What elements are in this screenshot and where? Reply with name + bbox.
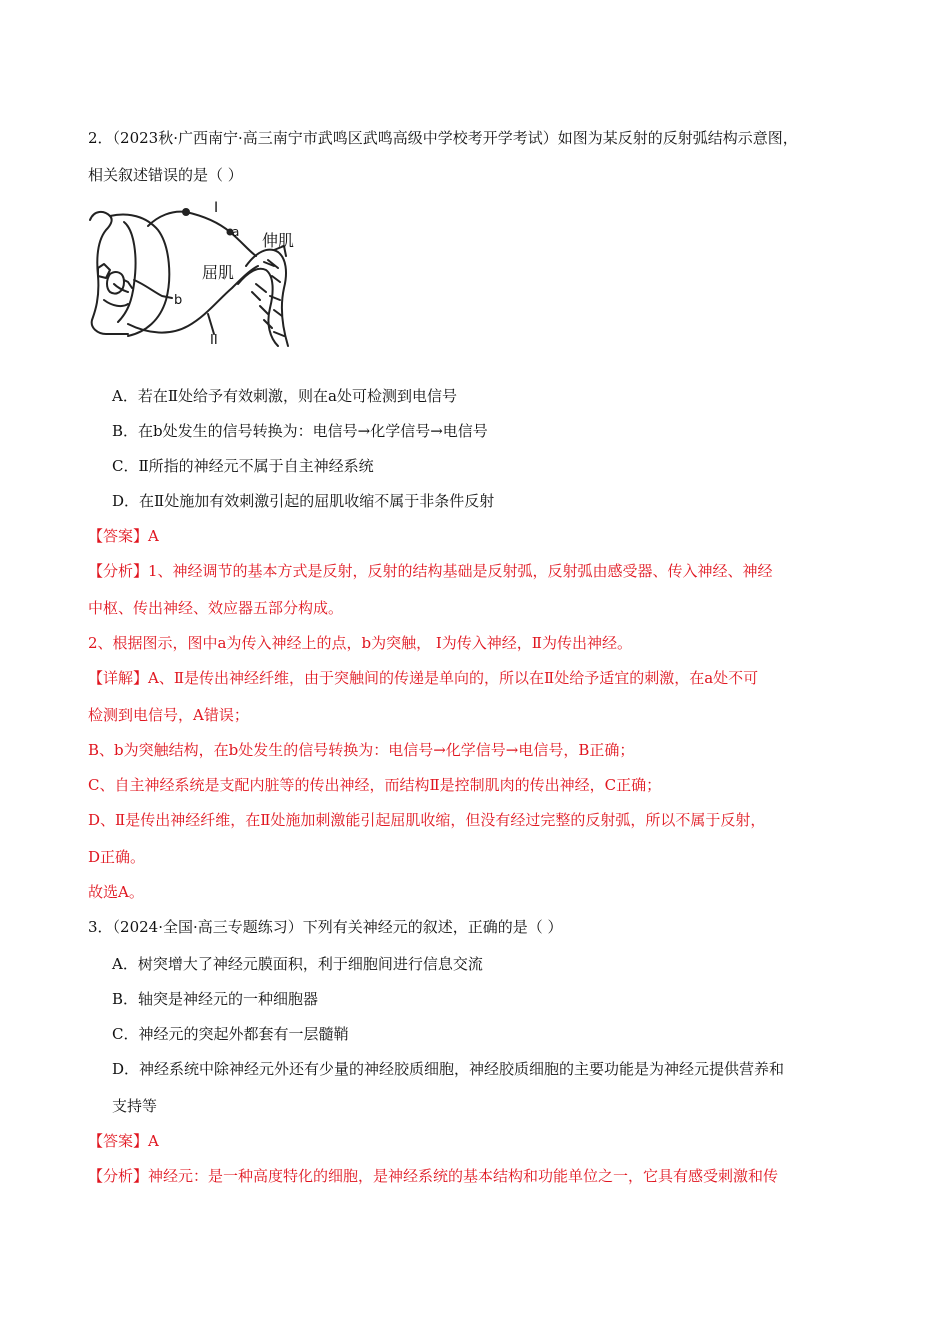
- q2-option-d: D．在Ⅱ处施加有效刺激引起的屈肌收缩不属于非条件反射: [112, 492, 495, 510]
- q2-stem-line2: 相关叙述错误的是（ ）: [88, 166, 243, 184]
- q2-detail-line4: C、自主神经系统是支配内脏等的传出神经，而结构Ⅱ是控制肌肉的传出神经，C正确；: [88, 776, 662, 794]
- label-b: b: [174, 293, 183, 308]
- q3-option-d: D．神经系统中除神经元外还有少量的神经胶质细胞，神经胶质细胞的主要功能是为神经元提供营养和: [112, 1060, 785, 1078]
- q3-option-c: C．神经元的突起外都套有一层髓鞘: [112, 1025, 349, 1043]
- reflex-arc-diagram: [88, 196, 303, 356]
- q3-option-d-cont: 支持等: [112, 1097, 158, 1115]
- q2-option-a: A．若在Ⅱ处给予有效刺激，则在a处可检测到电信号: [112, 387, 457, 405]
- q3-option-a: A．树突增大了神经元膜面积，利于细胞间进行信息交流: [112, 955, 483, 973]
- q2-detail-line5: D、Ⅱ是传出神经纤维，在Ⅱ处施加刺激能引起屈肌收缩，但没有经过完整的反射弧，所以不属于反射，: [88, 811, 766, 829]
- q2-detail-line6: D正确。: [88, 848, 146, 866]
- q3-stem: 3．（2024·全国·高三专题练习）下列有关神经元的叙述，正确的是（ ）: [88, 918, 563, 936]
- q2-detail-line3: B、b为突触结构，在b处发生的信号转换为：电信号→化学信号→电信号，B正确；: [88, 741, 635, 759]
- q2-detail-line1: 【详解】A、Ⅱ是传出神经纤维，由于突触间的传递是单向的，所以在Ⅱ处给予适宜的刺激，在a处不可: [88, 669, 759, 687]
- q2-analysis-line1: 【分析】1、神经调节的基本方式是反射，反射的结构基础是反射弧，反射弧由感受器、传入神经、神经: [88, 562, 773, 580]
- label-I: I: [214, 200, 219, 216]
- q3-answer: 【答案】A: [88, 1132, 159, 1150]
- q2-detail-line2: 检测到电信号，A错误；: [88, 706, 249, 724]
- q2-option-b: B．在b处发生的信号转换为：电信号→化学信号→电信号: [112, 422, 488, 440]
- reflex-arc-figure: [88, 196, 303, 356]
- label-flexor: 屈肌: [202, 263, 235, 282]
- q2-conclusion: 故选A。: [88, 883, 144, 901]
- q3-analysis: 【分析】神经元：是一种高度特化的细胞，是神经系统的基本结构和功能单位之一，它具有感受刺激和传: [88, 1167, 779, 1185]
- label-II: II: [210, 333, 218, 348]
- q2-analysis-line3: 2、根据图示，图中a为传入神经上的点，b为突触， I为传入神经，Ⅱ为传出神经。: [88, 634, 632, 652]
- q2-analysis-line2: 中枢、传出神经、效应器五部分构成。: [88, 599, 344, 617]
- q2-answer: 【答案】A: [88, 527, 159, 545]
- q2-option-c: C．Ⅱ所指的神经元不属于自主神经系统: [112, 457, 374, 475]
- label-extensor: 伸肌: [262, 231, 295, 250]
- q3-option-b: B．轴突是神经元的一种细胞器: [112, 990, 319, 1008]
- label-a: a: [232, 225, 240, 239]
- q2-stem-line1: 2．（2023秋·广西南宁·高三南宁市武鸣区武鸣高级中学校考开学考试）如图为某反射的反射弧结构示意图，: [88, 129, 798, 147]
